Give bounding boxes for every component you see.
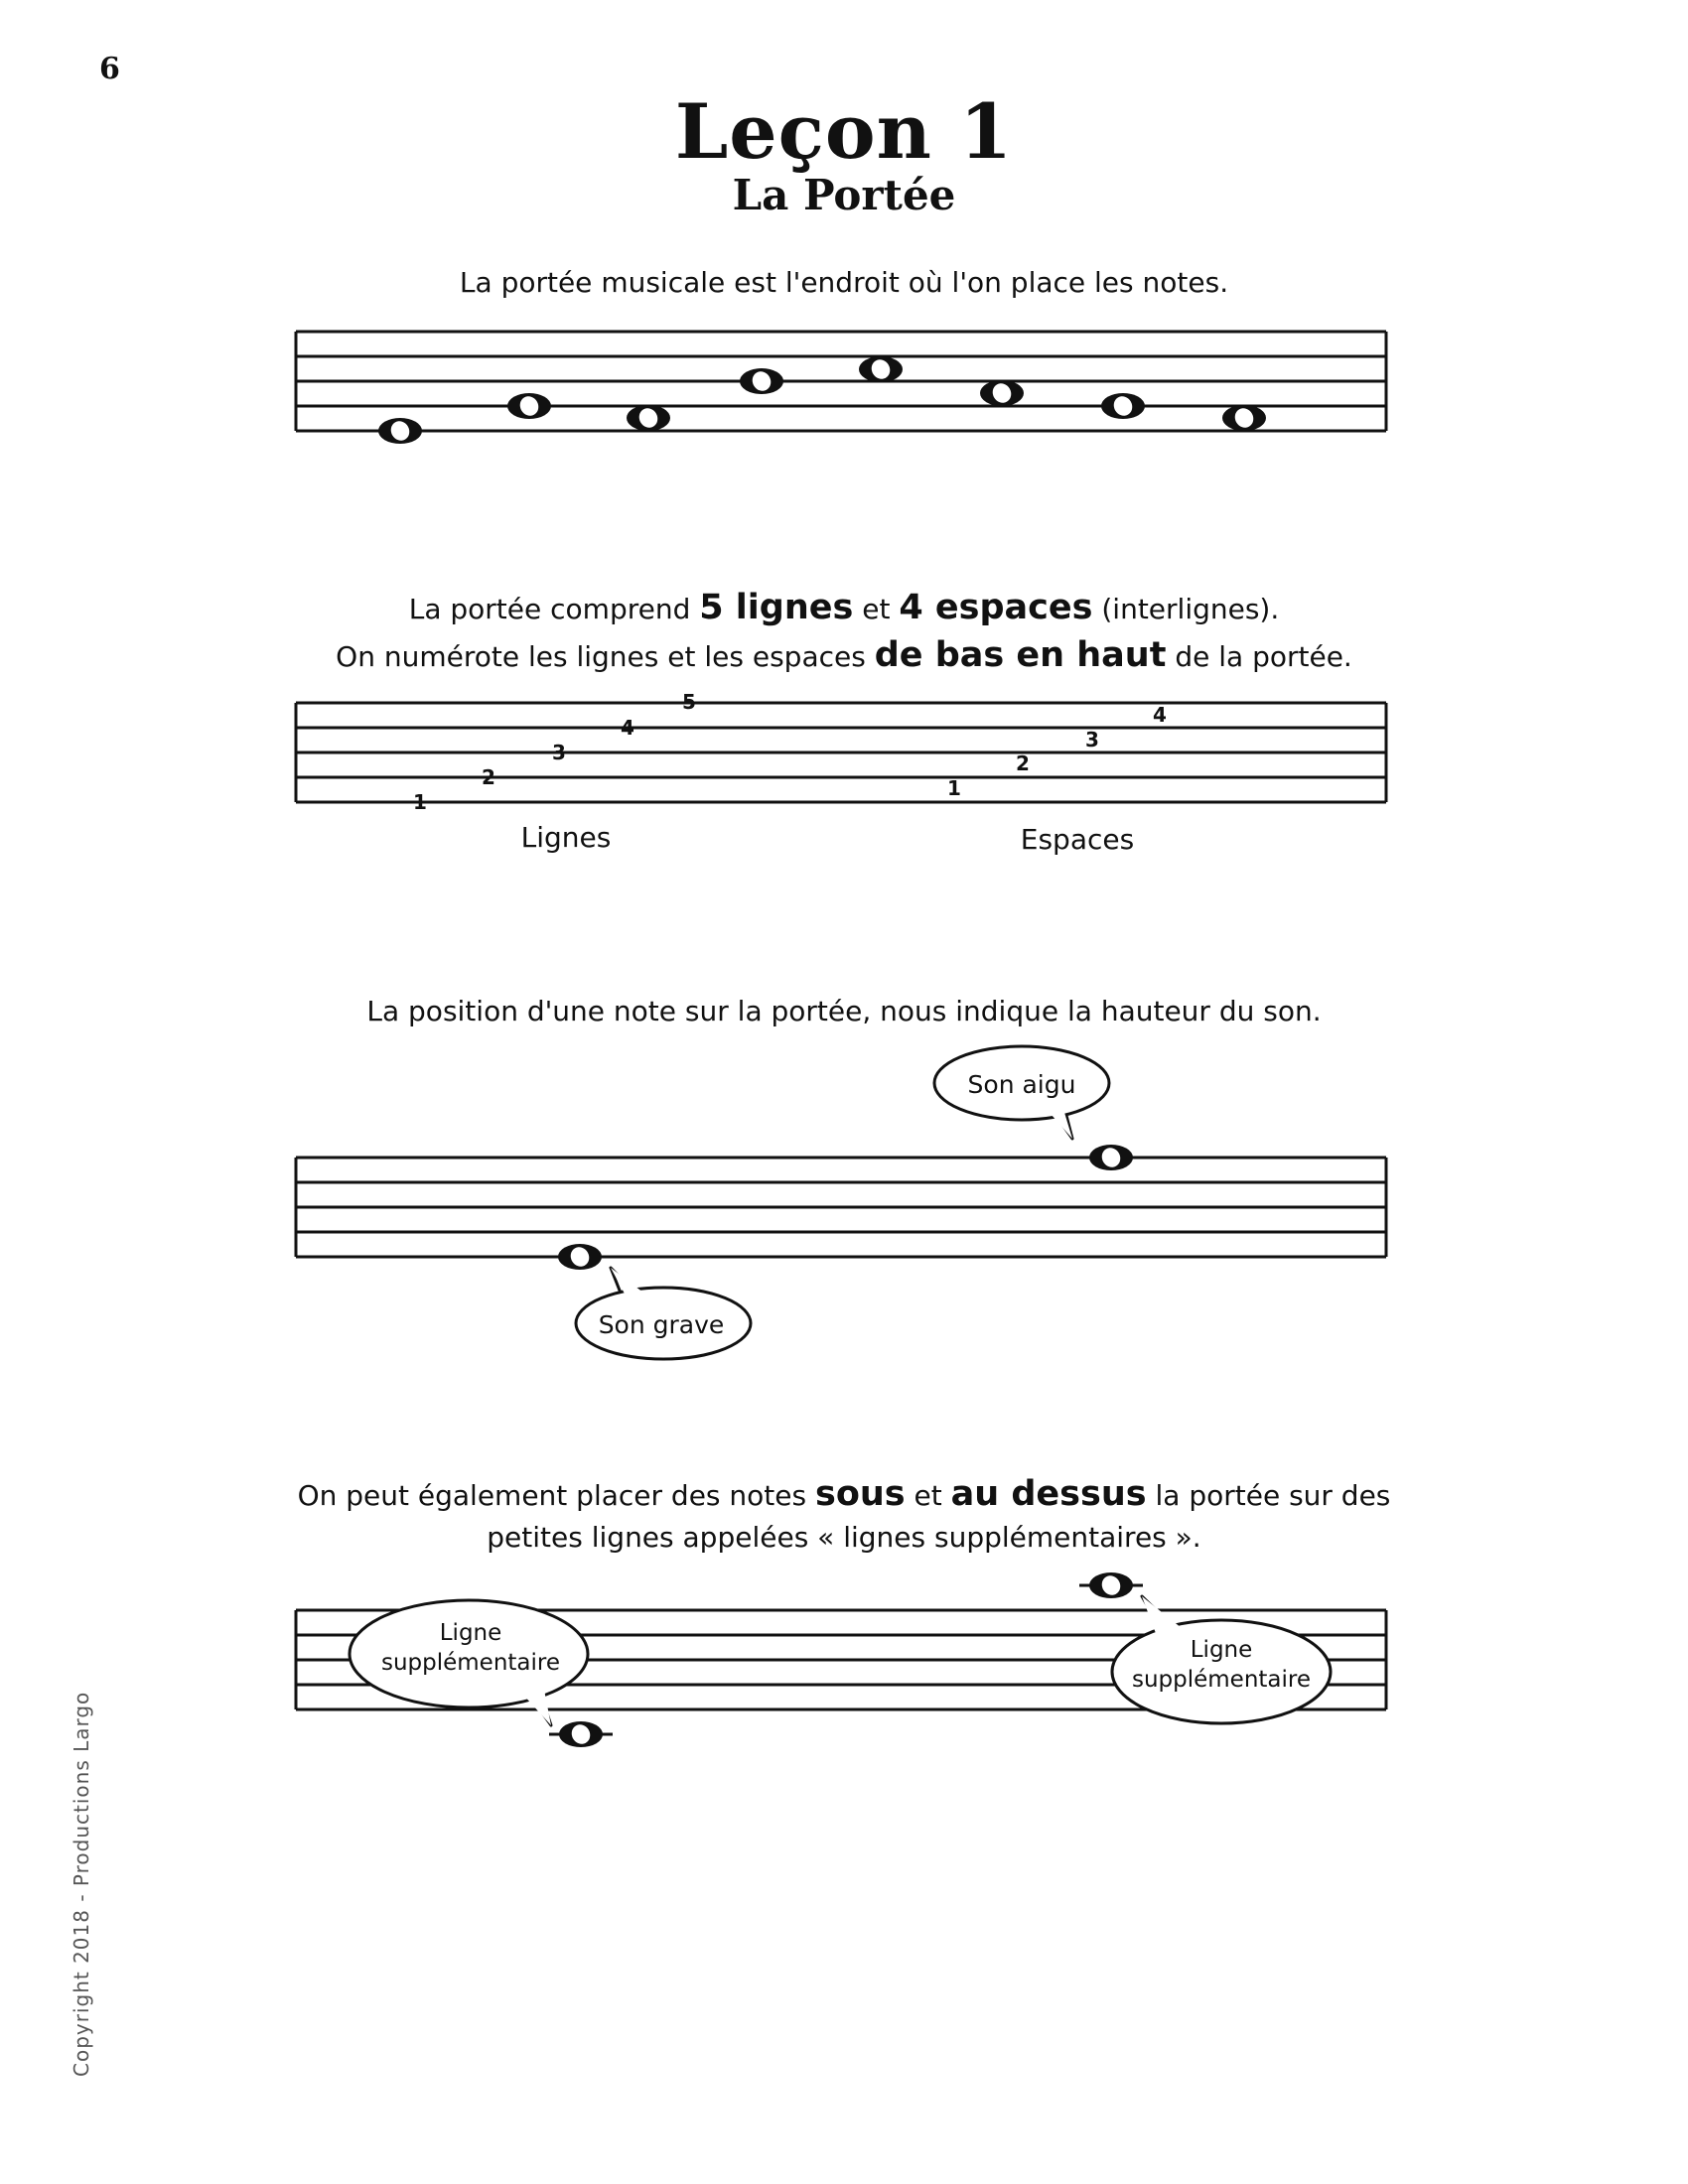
text: On numérote les lignes et les espaces [336,640,875,673]
space-number-1: 1 [947,776,961,800]
whole-note [740,368,783,394]
text: la portée sur des [1146,1479,1391,1512]
page-subtitle: La Portée [732,171,956,219]
bubble-left-line1: Ligne [439,1620,502,1646]
section3-text: La position d'une note sur la portée, nous indique la hauteur du son. [366,995,1322,1027]
bubble-low-text: Son grave [598,1310,725,1339]
bubble-high-text: Son aigu [967,1070,1076,1099]
note-below-staff [559,1721,603,1747]
text: et [853,593,900,625]
text: On peut également placer des notes [297,1479,815,1512]
emphasis-above: au dessus [950,1474,1147,1514]
bubble-right-line2: supplémentaire [1131,1667,1312,1693]
line-number-4: 4 [621,716,634,740]
note-above-staff [1089,1572,1133,1598]
speech-bubble-low [576,1268,751,1359]
whole-note [980,380,1024,406]
space-number-3: 3 [1085,728,1099,751]
high-note [1089,1145,1133,1170]
line-number-5: 5 [682,690,696,714]
text: de la portée. [1166,640,1352,673]
staff-2 [296,703,1386,802]
line-number-2: 2 [482,765,495,789]
speech-bubble-ledger-left [350,1600,588,1725]
label-lines: Lignes [520,821,612,854]
whole-note [378,418,422,444]
emphasis-five-lines: 5 lignes [699,588,854,627]
page-number: 6 [99,52,120,86]
staff-3 [296,1158,1386,1257]
space-number-4: 4 [1153,703,1167,727]
whole-note [627,405,670,431]
bubble-right-line1: Ligne [1190,1637,1253,1663]
whole-note [1101,393,1145,419]
copyright: Copyright 2018 - Productions Largo [70,1691,93,2077]
page-title: Leçon 1 [674,87,1014,176]
emphasis-four-spaces: 4 espaces [899,588,1093,627]
low-note [558,1244,602,1270]
line-number-1: 1 [413,790,427,814]
text: et [905,1479,951,1512]
speech-bubble-high [934,1046,1109,1139]
section1-text: La portée musicale est l'endroit où l'on place les notes. [459,266,1229,299]
whole-note [859,356,903,382]
whole-note [507,393,551,419]
text: La portée comprend [408,593,700,625]
label-spaces: Espaces [1020,823,1135,856]
section4-line2: petites lignes appelées « lignes supplémentaires ». [487,1521,1201,1554]
emphasis-bottom-to-top: de bas en haut [874,635,1167,675]
line-number-3: 3 [552,741,566,764]
emphasis-under: sous [814,1474,906,1514]
bubble-left-line2: supplémentaire [380,1650,561,1676]
text: (interlignes). [1092,593,1280,625]
speech-bubble-ledger-right [1112,1596,1331,1723]
space-number-2: 2 [1016,751,1030,775]
whole-note [1222,405,1266,431]
